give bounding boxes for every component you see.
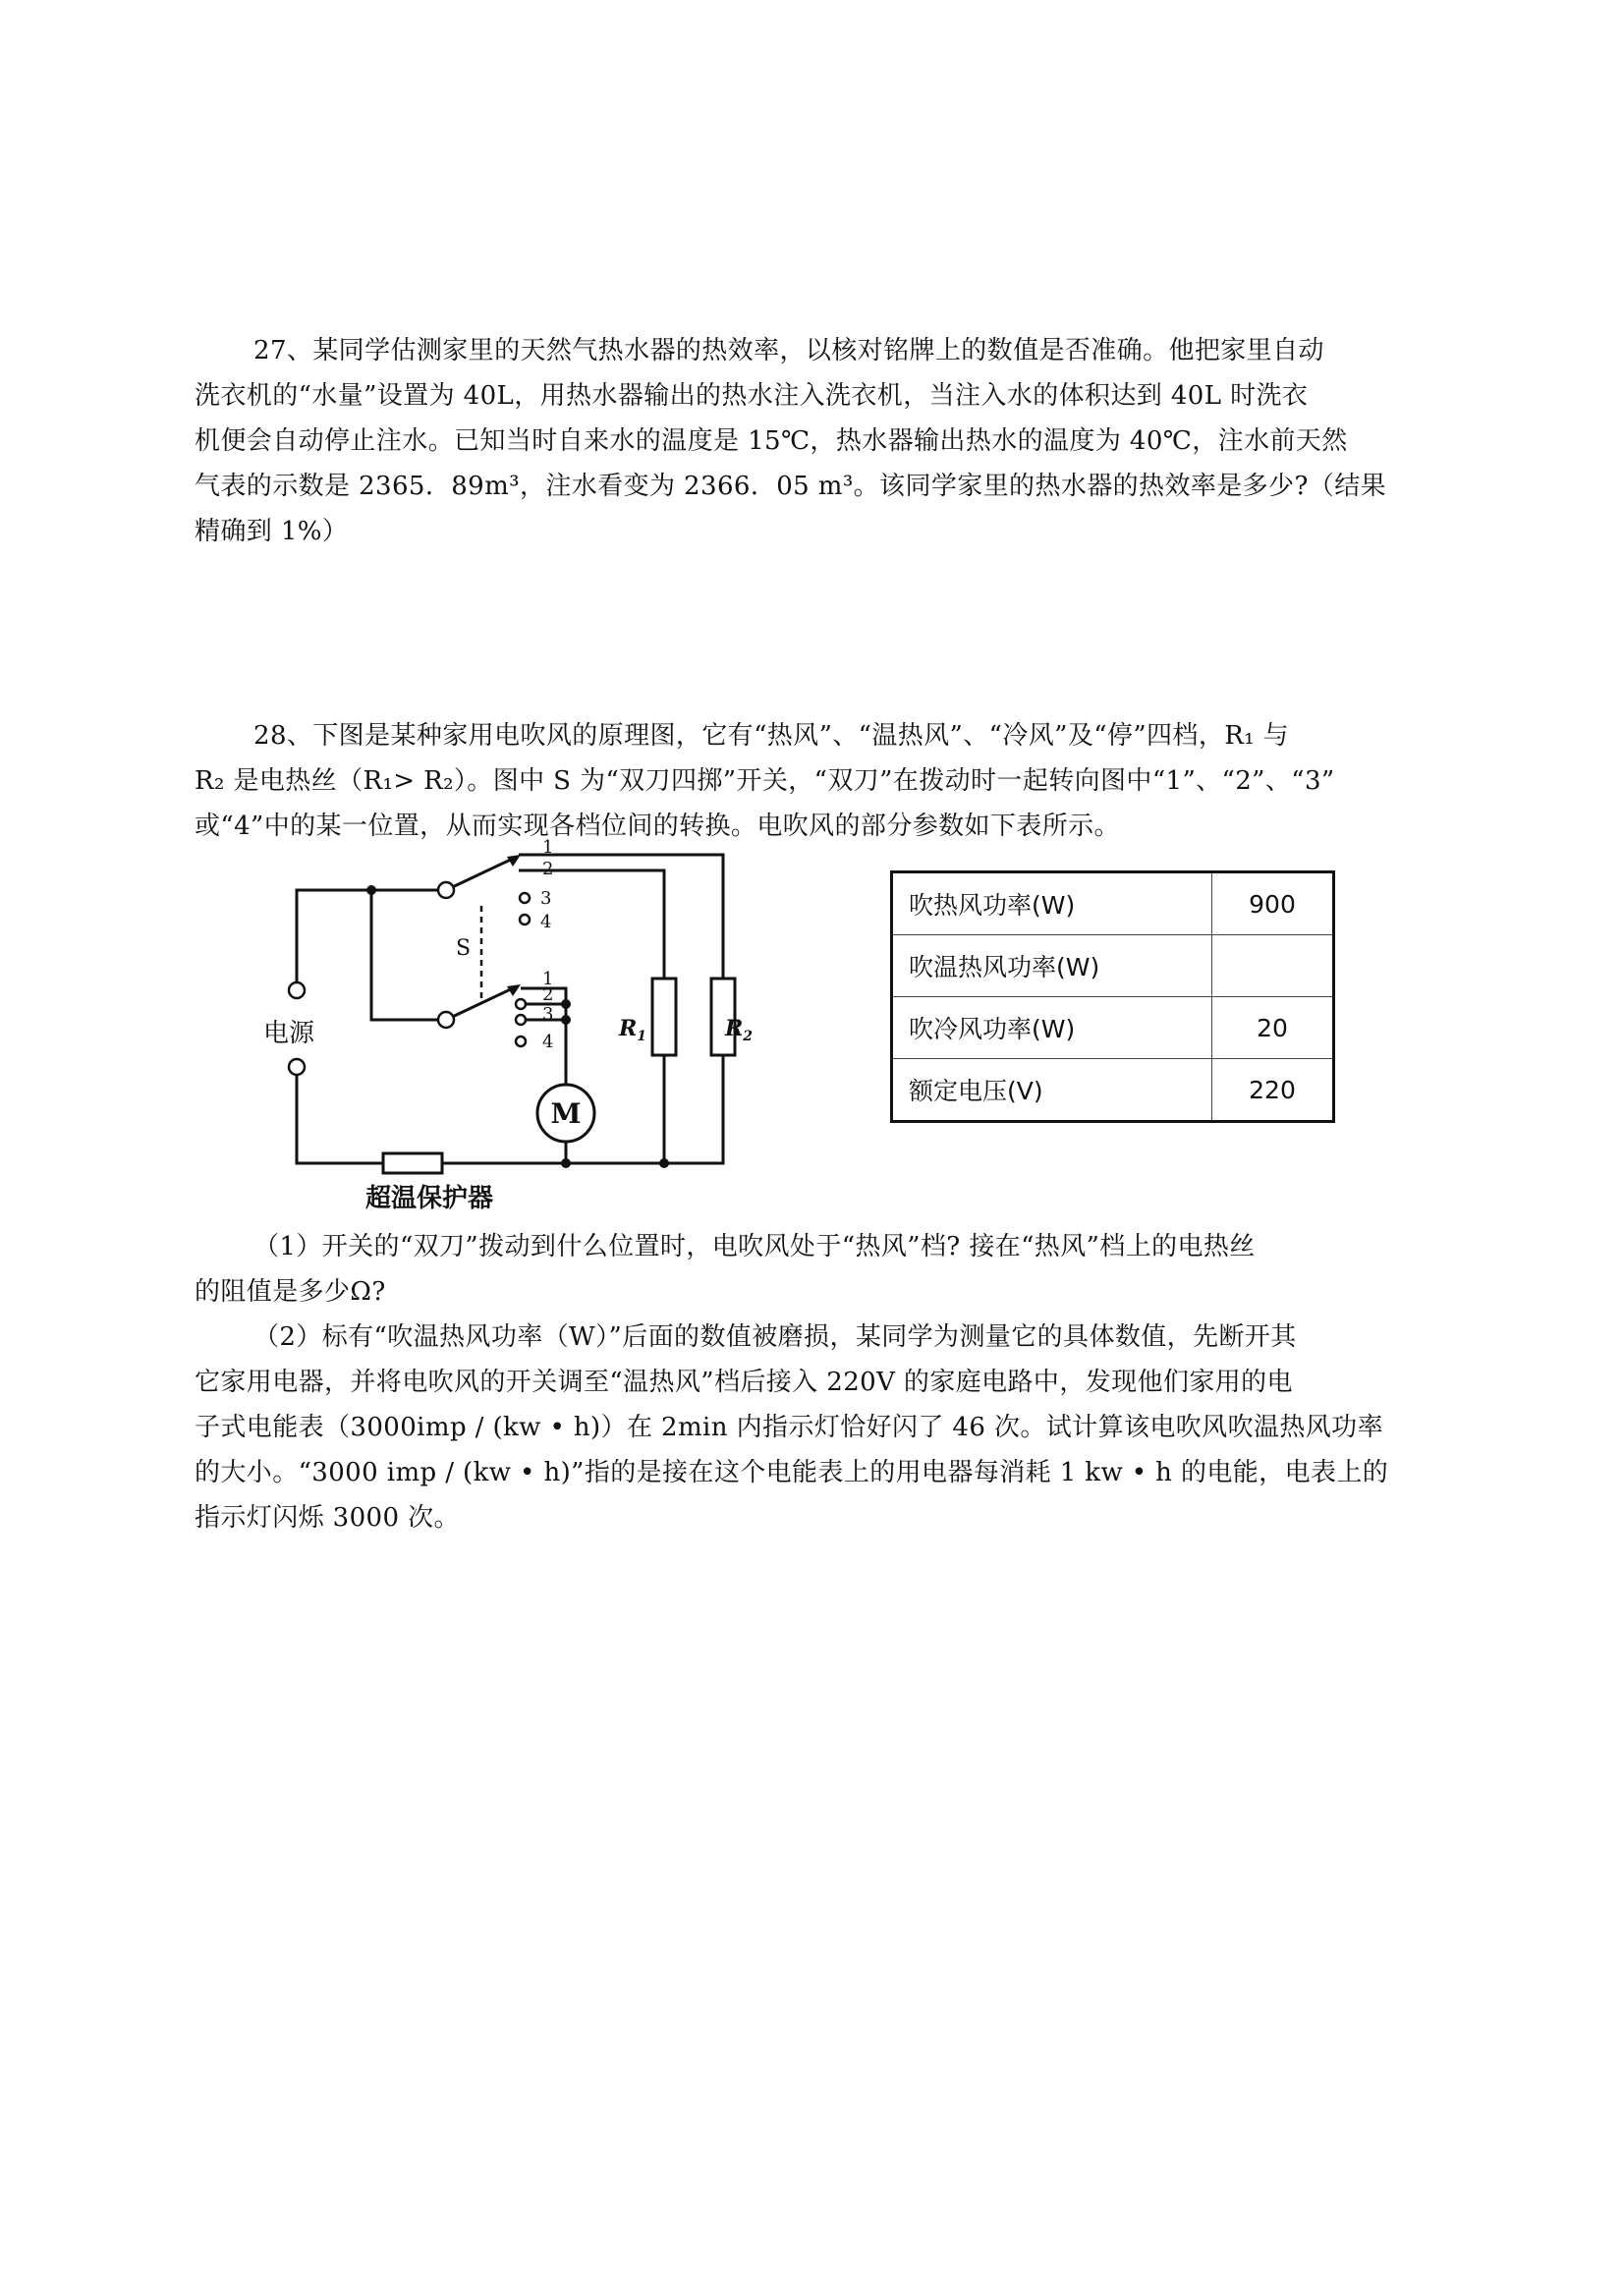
over-temperature-protector xyxy=(383,1153,442,1173)
power-terminal-bottom xyxy=(289,1059,305,1075)
contact-4-bottom xyxy=(516,1036,526,1046)
contact-3-top xyxy=(520,893,530,903)
resistor-r1 xyxy=(652,979,676,1055)
param-value: 900 xyxy=(1212,872,1334,935)
wire-power-top xyxy=(297,890,440,982)
q28-line: R₂ 是电热丝（R₁> R₂）。图中 S 为“双刀四掷”开关，“双刀”在拨动时一起转向图中“1”、“2”、“3” xyxy=(195,766,1335,796)
param-name: 额定电压(V) xyxy=(892,1059,1212,1122)
param-name: 吹温热风功率(W) xyxy=(892,935,1212,997)
table-row xyxy=(892,935,1334,997)
switch-blade-top xyxy=(446,857,517,890)
wire-r2-bottom xyxy=(597,1055,723,1163)
junction-dot xyxy=(561,999,571,1009)
parameter-table xyxy=(890,870,1335,1123)
r1-letter: R xyxy=(619,1016,638,1041)
wire-branch xyxy=(371,890,440,1020)
r1-subscript: 1 xyxy=(637,1029,647,1044)
motor-label: M xyxy=(550,1097,582,1130)
contact-label-2-bottom: 2 xyxy=(542,984,554,1005)
contact-label-4-bottom: 4 xyxy=(542,1032,554,1052)
param-name: 吹热风功率(W) xyxy=(892,872,1212,935)
r2-letter: R xyxy=(724,1016,744,1041)
question-28-intro xyxy=(195,713,1442,849)
q27-line: 27、某同学估测家里的天然气热水器的热效率，以核对铭牌上的数值是否准确。他把家里自动 xyxy=(253,336,1324,365)
q28-sub-line: （1）开关的“双刀”拨动到什么位置时，电吹风处于“热风”档? 接在“热风”档上的电热丝 xyxy=(253,1232,1256,1261)
junction-dot xyxy=(366,885,376,895)
q28-sub-line: 它家用电器，并将电吹风的开关调至“温热风”档后接入 220V 的家庭电路中，发现他们家用的电 xyxy=(195,1368,1293,1397)
q27-line: 精确到 1%） xyxy=(195,517,349,546)
question-28-subquestions xyxy=(195,1224,1442,1540)
power-source-label: 电源 xyxy=(263,1019,315,1048)
wire-bottom-left xyxy=(297,1075,383,1163)
contact-3-bottom xyxy=(516,1015,526,1025)
table-row xyxy=(892,1059,1334,1122)
q27-line: 机便会自动停止注水。已知当时自来水的温度是 15℃，热水器输出热水的温度为 40℃，注水前天然 xyxy=(195,426,1348,456)
r2-label xyxy=(724,1016,753,1044)
contact-label-4-top: 4 xyxy=(540,912,552,932)
contact-label-3-top: 3 xyxy=(540,888,552,909)
table-row xyxy=(892,997,1334,1059)
contact-label-2-top: 2 xyxy=(542,859,554,879)
param-value: 20 xyxy=(1212,997,1334,1059)
question-27 xyxy=(195,328,1442,554)
contact-4-top xyxy=(520,915,530,924)
contact-label-3-bottom: 3 xyxy=(542,1004,554,1025)
table-row xyxy=(892,872,1334,935)
switch-blade-bottom xyxy=(446,986,517,1020)
q27-line: 洗衣机的“水量”设置为 40L，用热水器输出的热水注入洗衣机，当注入水的体积达到 40L 时洗衣 xyxy=(195,381,1309,411)
q28-line: 28、下图是某种家用电吹风的原理图，它有“热风”、“温热风”、“冷风”及“停”四档，R₁ 与 xyxy=(253,721,1290,751)
q28-sub-line: 子式电能表（3000imp / (kw • h)）在 2min 内指示灯恰好闪了 46 次。试计算该电吹风吹温热风功率 xyxy=(195,1413,1383,1442)
protector-label: 超温保护器 xyxy=(365,1184,494,1213)
q28-sub-line: 指示灯闪烁 3000 次。 xyxy=(195,1503,460,1533)
r2-subscript: 2 xyxy=(743,1029,753,1044)
param-value: 220 xyxy=(1212,1059,1334,1122)
q28-sub-line: 的阻值是多少Ω? xyxy=(195,1277,386,1307)
power-terminal-top xyxy=(289,982,305,998)
switch-pivot-top xyxy=(438,882,454,898)
param-value xyxy=(1212,935,1334,997)
param-name: 吹冷风功率(W) xyxy=(892,997,1212,1059)
q28-line: 或“4”中的某一位置，从而实现各档位间的转换。电吹风的部分参数如下表所示。 xyxy=(195,812,1120,841)
contact-label-1-bottom: 1 xyxy=(542,969,554,989)
q27-line: 气表的示数是 2365．89m³，注水看变为 2366．05 m³。该同学家里的热水器的热效率是多少?（结果 xyxy=(195,472,1386,501)
contact-2-bottom xyxy=(516,999,526,1009)
junction-dot xyxy=(561,1015,571,1025)
q28-sub-line: 的大小。“3000 imp / (kw • h)”指的是接在这个电能表上的用电器每消耗 1 kw • h 的电能，电表上的 xyxy=(195,1458,1389,1487)
junction-dot xyxy=(561,1158,571,1168)
switch-label: S xyxy=(456,936,472,961)
r1-label xyxy=(618,1016,646,1044)
switch-pivot-bottom xyxy=(438,1012,454,1028)
hair-dryer-circuit-diagram xyxy=(263,833,755,1216)
contact-label-1-top: 1 xyxy=(542,837,554,858)
junction-dot xyxy=(659,1158,669,1168)
q28-sub-line: （2）标有“吹温热风功率（W）”后面的数值被磨损，某同学为测量它的具体数值，先断开其 xyxy=(253,1322,1297,1352)
terminals xyxy=(289,882,530,1075)
